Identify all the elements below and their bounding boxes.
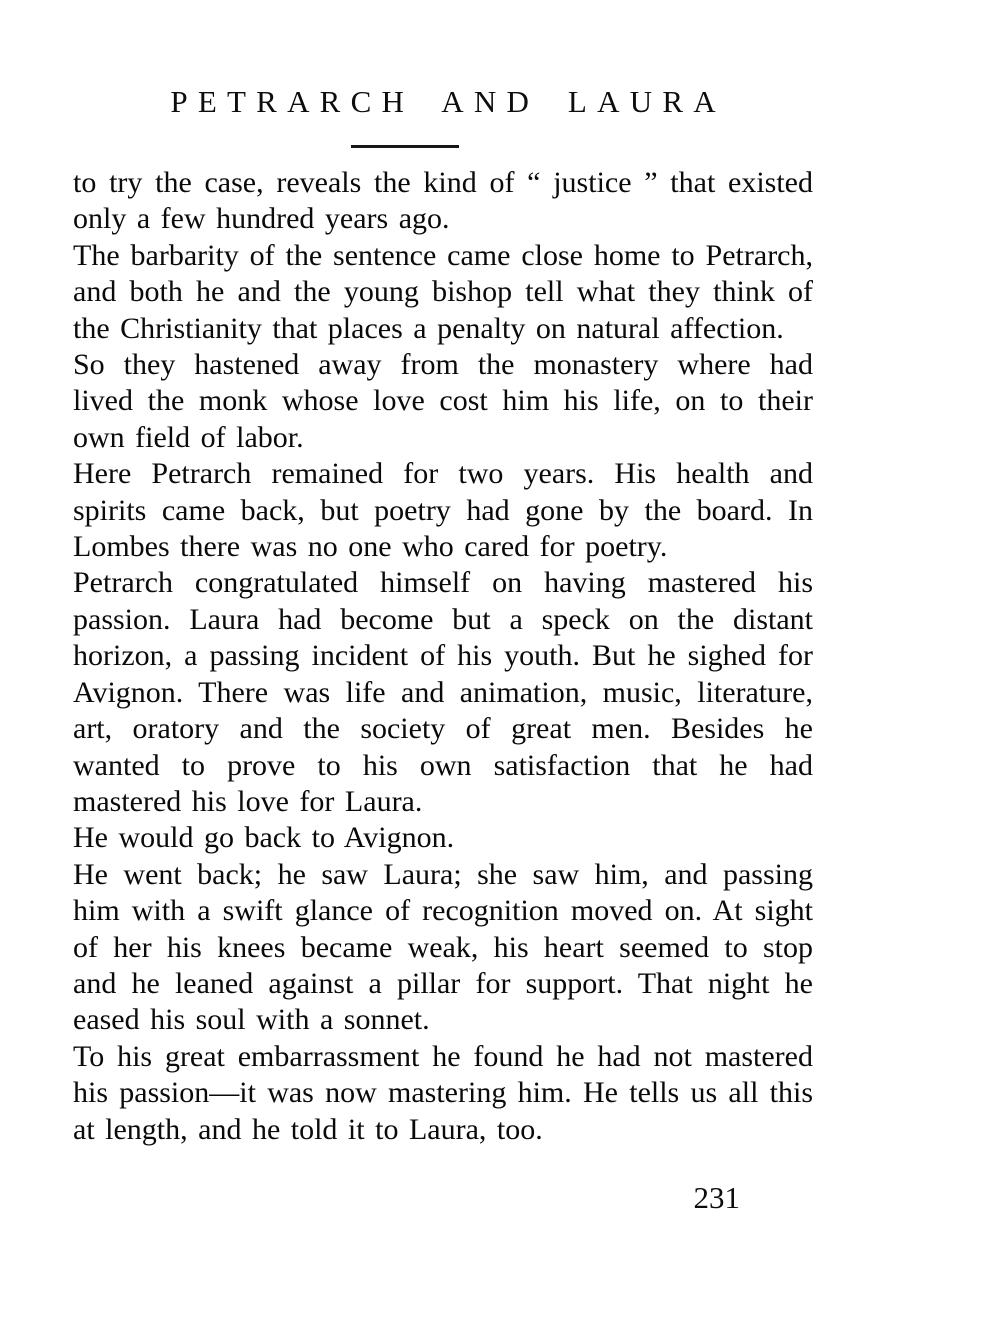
paragraph-3: So they hastened away from the monastery where had lived the monk whose love cost him his life, on to their own field of labor. (73, 348, 813, 454)
paragraph-6: He would go back to Avignon. (73, 821, 455, 855)
paragraph-4: Here Petrarch remained for two years. His health and spirits came back, but poetry had gone by the board. In Lombes there was no one who cared for poetry. (73, 457, 813, 564)
page-title: PETRARCH AND LAURA (170, 84, 726, 119)
body-text (73, 165, 813, 1148)
paragraph-1: to try the case, reveals the kind of “ justice ” that existed only a few hundred years ago. (73, 166, 813, 236)
page-content (73, 84, 813, 1148)
paragraph-2: The barbarity of the sentence came close home to Petrarch, and both he and the young bishop tell what they think of the Christianity that places a penalty on natural affection. (73, 238, 813, 345)
paragraph-7: He went back; he saw Laura; she saw him, and passing him with a swift glance of recognition moved on. At sight of her his knees became weak, his heart seemed to stop and he leaned against a pillar for support. That night he eased his soul with a sonnet. (73, 857, 813, 1037)
title-divider-rule (351, 145, 459, 148)
paragraph-8: To his great embarrassment he found he had not mastered his passion—it was now mastering him. He tells us all this at length, and he told it to Laura, too. (73, 1039, 813, 1146)
paragraph-5: Petrarch congratulated himself on having mastered his passion. Laura had become but a speck on the distant horizon, a passing incident of his youth. But he sighed for Avignon. There was life and animation, music, literature, art, oratory and the society of great men. Besides he wanted to prove to his own satisfaction that he had mastered his love for Laura. (73, 566, 813, 818)
page-number: 231 (693, 1180, 740, 1215)
